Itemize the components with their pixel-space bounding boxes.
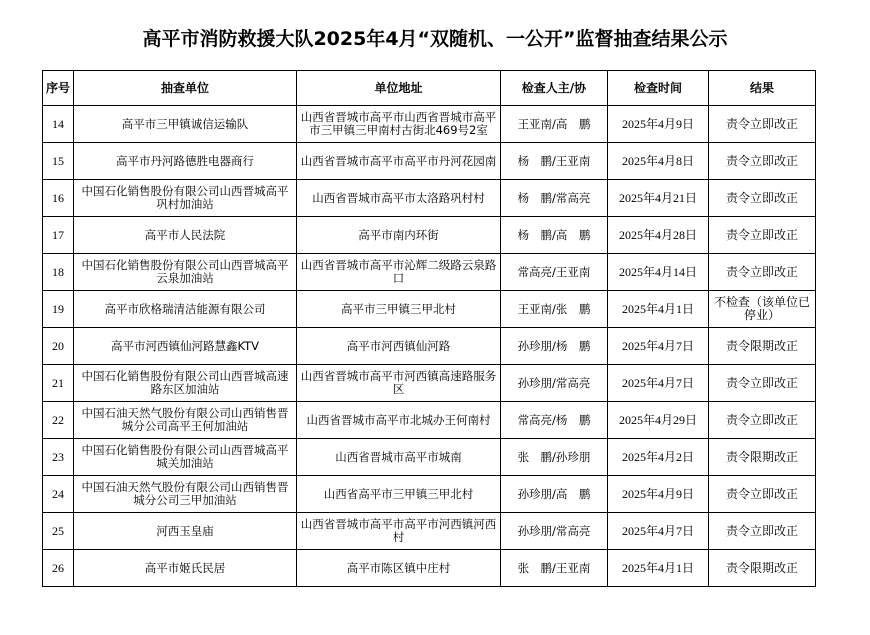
cell-seq: 22 — [43, 402, 74, 439]
cell-address: 山西省晋城市高平市高平市丹河花园南 — [297, 143, 501, 180]
table-row — [43, 402, 816, 439]
cell-time: 2025年4月8日 — [608, 143, 709, 180]
page-title: 高平市消防救援大队2025年4月“双随机、一公开”监督抽查结果公示 — [142, 28, 728, 50]
cell-address: 高平市南内环街 — [297, 217, 501, 254]
cell-unit: 中国石化销售股份有限公司山西晋城高平云泉加油站 — [74, 254, 297, 291]
cell-seq: 25 — [43, 513, 74, 550]
cell-address: 山西省晋城市高平市山西省晋城市高平市三甲镇三甲南村古街北469号2室 — [297, 106, 501, 143]
cell-unit: 高平市人民法院 — [74, 217, 297, 254]
cell-inspector: 王亚南/高 鹏 — [501, 106, 608, 143]
table-row — [43, 550, 816, 587]
cell-unit: 中国石油天然气股份有限公司山西销售晋城分公司高平王何加油站 — [74, 402, 297, 439]
table-row — [43, 513, 816, 550]
cell-result: 责令立即改正 — [709, 513, 816, 550]
cell-seq: 16 — [43, 180, 74, 217]
header-address: 单位地址 — [297, 71, 501, 106]
cell-time: 2025年4月7日 — [608, 328, 709, 365]
header-inspector: 检查人主/协 — [501, 71, 608, 106]
cell-unit: 中国石化销售股份有限公司山西晋城高平城关加油站 — [74, 439, 297, 476]
cell-time: 2025年4月9日 — [608, 476, 709, 513]
cell-time: 2025年4月1日 — [608, 550, 709, 587]
cell-result: 责令立即改正 — [709, 476, 816, 513]
cell-address: 山西省晋城市高平市沁辉二级路云泉路口 — [297, 254, 501, 291]
cell-time: 2025年4月2日 — [608, 439, 709, 476]
cell-time: 2025年4月1日 — [608, 291, 709, 328]
cell-time: 2025年4月14日 — [608, 254, 709, 291]
cell-result: 责令立即改正 — [709, 217, 816, 254]
table-row — [43, 476, 816, 513]
cell-seq: 23 — [43, 439, 74, 476]
cell-inspector: 常高亮/杨 鹏 — [501, 402, 608, 439]
cell-inspector: 杨 鹏/王亚南 — [501, 143, 608, 180]
cell-seq: 14 — [43, 106, 74, 143]
cell-unit: 高平市姬氏民居 — [74, 550, 297, 587]
header-result: 结果 — [709, 71, 816, 106]
cell-result: 责令立即改正 — [709, 254, 816, 291]
cell-inspector: 张 鹏/王亚南 — [501, 550, 608, 587]
cell-address: 山西省高平市三甲镇三甲北村 — [297, 476, 501, 513]
cell-time: 2025年4月21日 — [608, 180, 709, 217]
cell-address: 山西省晋城市高平市太洛路巩村村 — [297, 180, 501, 217]
cell-unit: 河西玉皇庙 — [74, 513, 297, 550]
cell-inspector: 常高亮/王亚南 — [501, 254, 608, 291]
cell-result: 责令限期改正 — [709, 550, 816, 587]
header-seq: 序号 — [43, 71, 74, 106]
table-row — [43, 291, 816, 328]
cell-address: 高平市河西镇仙河路 — [297, 328, 501, 365]
cell-result: 责令立即改正 — [709, 402, 816, 439]
cell-seq: 26 — [43, 550, 74, 587]
cell-seq: 20 — [43, 328, 74, 365]
header-time: 检查时间 — [608, 71, 709, 106]
table-row — [43, 217, 816, 254]
cell-result: 责令立即改正 — [709, 143, 816, 180]
cell-time: 2025年4月7日 — [608, 513, 709, 550]
cell-inspector: 孙珍朋/高 鹏 — [501, 476, 608, 513]
cell-address: 山西省晋城市高平市城南 — [297, 439, 501, 476]
cell-result: 责令立即改正 — [709, 106, 816, 143]
cell-seq: 17 — [43, 217, 74, 254]
cell-seq: 18 — [43, 254, 74, 291]
cell-inspector: 王亚南/张 鹏 — [501, 291, 608, 328]
cell-inspector: 孙珍朋/常高亮 — [501, 365, 608, 402]
cell-inspector: 孙珍朋/常高亮 — [501, 513, 608, 550]
table-row — [43, 106, 816, 143]
cell-unit: 高平市丹河路德胜电器商行 — [74, 143, 297, 180]
header-unit: 抽查单位 — [74, 71, 297, 106]
cell-inspector: 杨 鹏/常高亮 — [501, 180, 608, 217]
cell-seq: 15 — [43, 143, 74, 180]
cell-result: 责令限期改正 — [709, 328, 816, 365]
cell-address: 高平市陈区镇中庄村 — [297, 550, 501, 587]
cell-address: 山西省晋城市高平市高平市河西镇河西村 — [297, 513, 501, 550]
table-header-row — [43, 71, 816, 106]
cell-inspector: 张 鹏/孙珍朋 — [501, 439, 608, 476]
cell-time: 2025年4月28日 — [608, 217, 709, 254]
cell-address: 山西省晋城市高平市河西镇高速路服务区 — [297, 365, 501, 402]
table-row — [43, 439, 816, 476]
cell-result: 责令立即改正 — [709, 365, 816, 402]
cell-address: 山西省晋城市高平市北城办王何南村 — [297, 402, 501, 439]
cell-unit: 中国石化销售股份有限公司山西晋城高平巩村加油站 — [74, 180, 297, 217]
table-row — [43, 365, 816, 402]
cell-unit: 高平市河西镇仙河路慧鑫KTV — [74, 328, 297, 365]
cell-time: 2025年4月7日 — [608, 365, 709, 402]
cell-unit: 高平市欣格瑞清洁能源有限公司 — [74, 291, 297, 328]
table-row — [43, 328, 816, 365]
cell-seq: 19 — [43, 291, 74, 328]
table-row — [43, 143, 816, 180]
cell-seq: 21 — [43, 365, 74, 402]
cell-inspector: 杨 鹏/高 鹏 — [501, 217, 608, 254]
table-row — [43, 254, 816, 291]
cell-result: 不检查（该单位已停业） — [709, 291, 816, 328]
cell-inspector: 孙珍朋/杨 鹏 — [501, 328, 608, 365]
inspection-results-table — [42, 70, 816, 587]
cell-result: 责令立即改正 — [709, 180, 816, 217]
cell-unit: 中国石化销售股份有限公司山西晋城高速路东区加油站 — [74, 365, 297, 402]
cell-time: 2025年4月9日 — [608, 106, 709, 143]
table-body — [43, 106, 816, 587]
cell-seq: 24 — [43, 476, 74, 513]
table-row — [43, 180, 816, 217]
cell-result: 责令限期改正 — [709, 439, 816, 476]
cell-time: 2025年4月29日 — [608, 402, 709, 439]
cell-address: 高平市三甲镇三甲北村 — [297, 291, 501, 328]
cell-unit: 中国石油天然气股份有限公司山西销售晋城分公司三甲加油站 — [74, 476, 297, 513]
cell-unit: 高平市三甲镇诚信运输队 — [74, 106, 297, 143]
